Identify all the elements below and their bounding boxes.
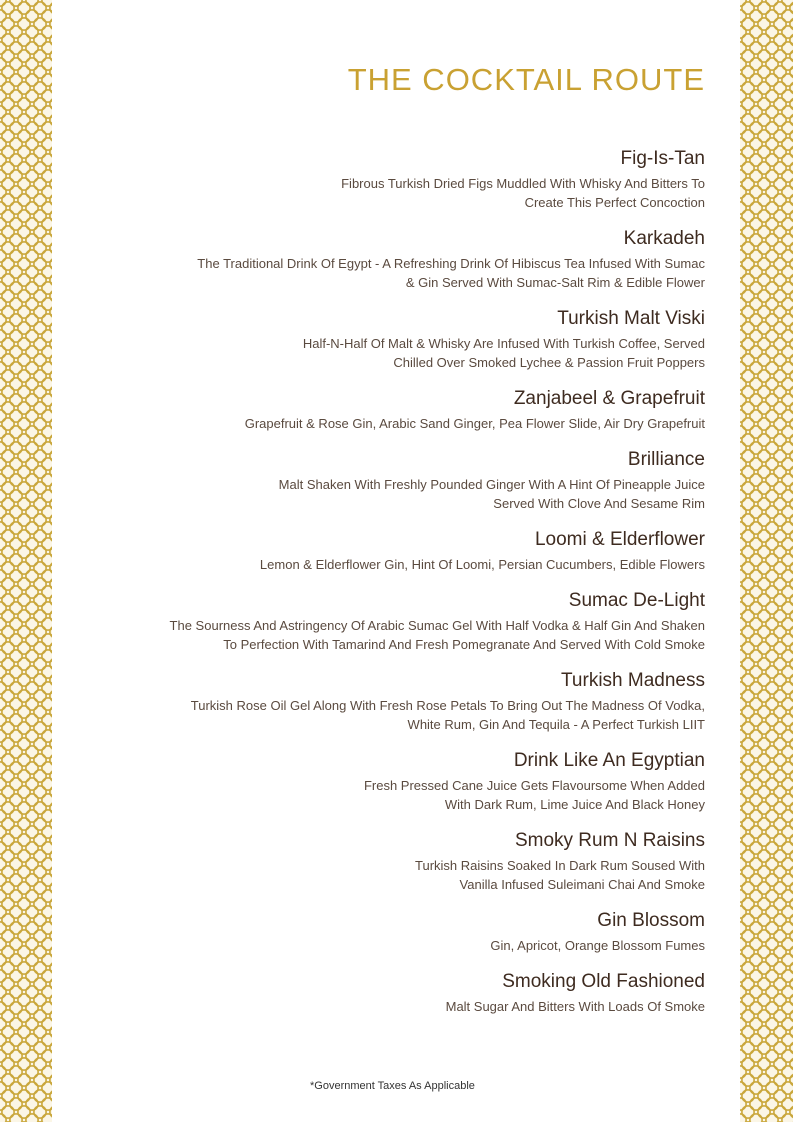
tax-footnote: *Government Taxes As Applicable: [310, 1080, 475, 1092]
description-line: The Traditional Drink Of Egypt - A Refreshing Drink Of Hibiscus Tea Infused With Sumac: [197, 256, 705, 271]
cocktail-description: [105, 616, 705, 654]
cocktail-description: [105, 856, 705, 894]
cocktail-name: Loomi & Elderflower: [534, 529, 705, 550]
cocktail-name: Drink Like An Egyptian: [513, 750, 705, 771]
cocktail-name: Karkadeh: [623, 228, 705, 249]
cocktail-name: Gin Blossom: [597, 910, 705, 931]
cocktail-name: Turkish Malt Viski: [557, 308, 705, 329]
description-line: Fresh Pressed Cane Juice Gets Flavoursome When Added: [363, 778, 705, 793]
menu-item: [105, 448, 705, 513]
menu-item: [105, 669, 705, 734]
menu-item: [105, 909, 705, 955]
cocktail-name: Zanjabeel & Grapefruit: [513, 388, 705, 409]
menu-item: [105, 589, 705, 654]
description-line: With Dark Rum, Lime Juice And Black Honey: [444, 797, 705, 812]
cocktail-description: [105, 334, 705, 372]
menu-item: [105, 749, 705, 814]
description-line: Chilled Over Smoked Lychee & Passion Fruit Poppers: [393, 355, 705, 370]
cocktail-description: [105, 997, 705, 1016]
cocktail-menu-list: [105, 147, 705, 1031]
menu-item: [105, 829, 705, 894]
cocktail-description: [105, 936, 705, 955]
cocktail-name: Fig-Is-Tan: [620, 148, 705, 169]
description-line: Grapefruit & Rose Gin, Arabic Sand Ginger, Pea Flower Slide, Air Dry Grapefruit: [244, 416, 705, 431]
cocktail-description: [105, 475, 705, 513]
cocktail-name: Turkish Madness: [561, 670, 705, 691]
description-line: & Gin Served With Sumac-Salt Rim & Edible Flower: [405, 275, 705, 290]
description-line: Fibrous Turkish Dried Figs Muddled With Whisky And Bitters To: [341, 176, 705, 191]
menu-item: [105, 307, 705, 372]
cocktail-description: [105, 555, 705, 574]
description-line: To Perfection With Tamarind And Fresh Pomegranate And Served With Cold Smoke: [223, 637, 705, 652]
description-line: Malt Shaken With Freshly Pounded Ginger With A Hint Of Pineapple Juice: [278, 477, 705, 492]
description-line: Served With Clove And Sesame Rim: [493, 496, 705, 511]
menu-item: [105, 147, 705, 212]
description-line: Vanilla Infused Suleimani Chai And Smoke: [459, 877, 705, 892]
description-line: Gin, Apricot, Orange Blossom Fumes: [490, 938, 705, 953]
page-title: THE COCKTAIL ROUTE: [347, 62, 705, 97]
description-line: Turkish Rose Oil Gel Along With Fresh Rose Petals To Bring Out The Madness Of Vodka,: [190, 698, 705, 713]
cocktail-name: Smoky Rum N Raisins: [514, 830, 705, 851]
cocktail-description: [105, 696, 705, 734]
cocktail-description: [105, 174, 705, 212]
description-line: Half-N-Half Of Malt & Whisky Are Infused With Turkish Coffee, Served: [302, 336, 705, 351]
description-line: Lemon & Elderflower Gin, Hint Of Loomi, Persian Cucumbers, Edible Flowers: [259, 557, 705, 572]
decorative-border-right: [740, 0, 793, 1122]
description-line: The Sourness And Astringency Of Arabic Sumac Gel With Half Vodka & Half Gin And Shaken: [169, 618, 705, 633]
menu-item: [105, 227, 705, 292]
description-line: White Rum, Gin And Tequila - A Perfect Turkish LIIT: [407, 717, 705, 732]
menu-item: [105, 528, 705, 574]
decorative-border-left: [0, 0, 52, 1122]
cocktail-name: Sumac De-Light: [568, 590, 705, 611]
description-line: Turkish Raisins Soaked In Dark Rum Soused With: [415, 858, 705, 873]
cocktail-description: [105, 254, 705, 292]
description-line: Malt Sugar And Bitters With Loads Of Smoke: [445, 999, 705, 1014]
cocktail-name: Brilliance: [627, 449, 705, 470]
cocktail-description: [105, 776, 705, 814]
cocktail-description: [105, 414, 705, 433]
menu-item: [105, 387, 705, 433]
description-line: Create This Perfect Concoction: [524, 195, 705, 210]
cocktail-name: Smoking Old Fashioned: [502, 971, 705, 992]
menu-item: [105, 970, 705, 1016]
